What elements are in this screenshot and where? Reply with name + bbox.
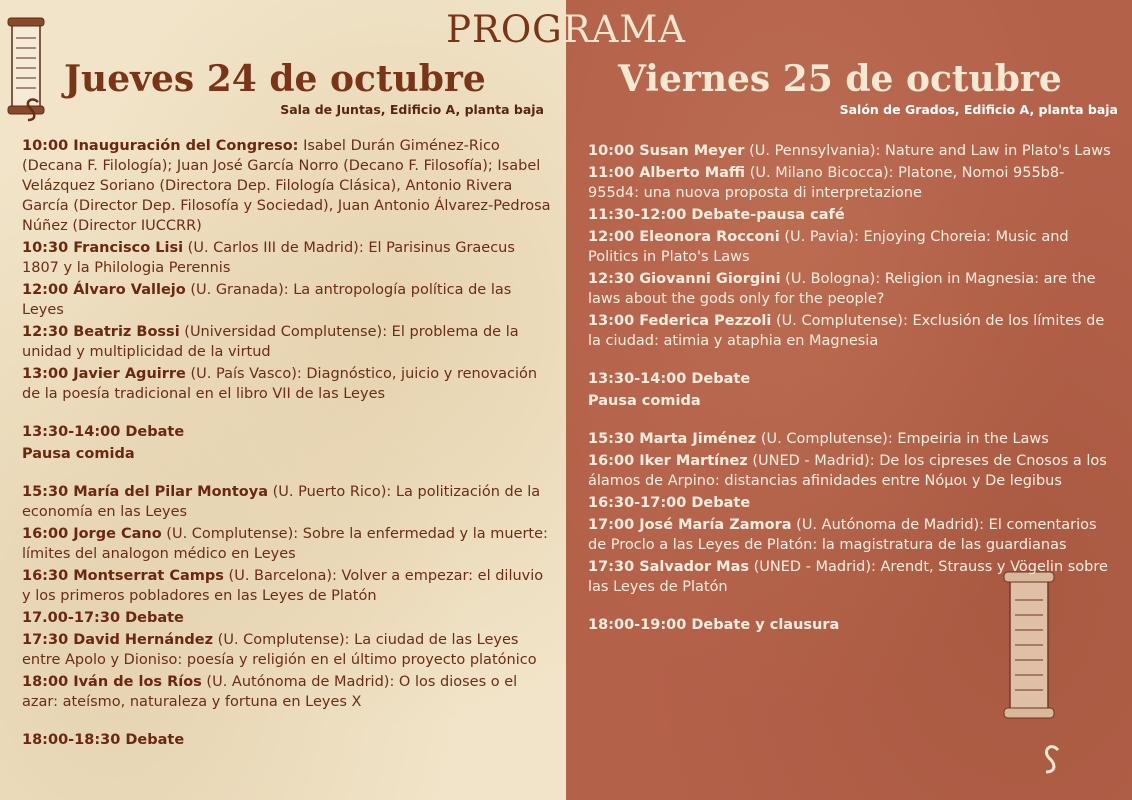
entry-time: 11:00 Alberto Maffi	[588, 165, 746, 181]
venue-friday: Salón de Grados, Edificio A, planta baja	[839, 102, 1118, 117]
venue-thursday: Sala de Juntas, Edificio A, planta baja	[280, 102, 544, 117]
day-heading-friday: Viernes 25 de octubre	[618, 58, 1062, 100]
break-label: Pausa comida	[22, 446, 135, 462]
entry-text: (Universidad Complutense): El problema de la unidad y multiplicidad de la virtud	[22, 324, 519, 360]
closing-label: 18:00-19:00 Debate y clausura	[588, 617, 840, 633]
entry-text: (UNED - Madrid): De los cipreses de Cnosos a los álamos de Arpino: distancias afinidades entre Νόμοι y De legibus	[588, 453, 1107, 489]
list-item	[588, 163, 1114, 203]
entry-text: (U. Autónoma de Madrid): O los dioses o el azar: ateísmo, naturaleza y fortuna en Leyes X	[22, 674, 518, 710]
entry-time: 18:00 Iván de los Ríos	[22, 674, 202, 690]
entry-time: 10:00 Inauguración del Congreso:	[22, 138, 299, 154]
closing-item	[588, 615, 1114, 635]
break-label: 13:30-14:00 Debate	[22, 424, 185, 440]
list-item	[588, 227, 1114, 267]
list-item	[22, 136, 552, 236]
list-item	[588, 141, 1114, 161]
entry-time: 12:00 Álvaro Vallejo	[22, 282, 186, 298]
s-monogram-icon	[1040, 742, 1064, 780]
list-item	[588, 493, 1114, 513]
break-label: Pausa comida	[588, 393, 701, 409]
entry-time: 12:30 Beatriz Bossi	[22, 324, 180, 340]
list-item	[588, 515, 1114, 555]
s-monogram-icon	[22, 96, 44, 126]
entry-time: 15:30 María del Pilar Montoya	[22, 484, 268, 500]
entry-text: (U. Complutense): La ciudad de las Leyes entre Apolo y Dioniso: poesía y religión en el último proyecto platónico	[22, 632, 537, 668]
entry-text: (U. Carlos III de Madrid): El Parisinus Graecus 1807 y la Philologia Perennis	[22, 240, 515, 276]
entry-time: 16:30-17:00 Debate	[588, 495, 751, 511]
entry-text: (U. País Vasco): Diagnóstico, juicio y renovación de la poesía tradicional en el libro VII de las Leyes	[22, 366, 538, 402]
entry-time: 13:00 Javier Aguirre	[22, 366, 186, 382]
closing-item	[22, 730, 552, 750]
break-item	[588, 391, 1114, 411]
break-item	[22, 422, 552, 442]
list-item	[588, 451, 1114, 491]
day-heading-thursday: Jueves 24 de octubre	[64, 58, 486, 100]
break-item	[588, 369, 1114, 389]
page-title	[0, 8, 1132, 51]
entry-text: (U. Barcelona): Volver a empezar: el diluvio y los primeros pobladores en las Leyes de Platón	[22, 568, 544, 604]
entry-time: 16:00 Jorge Cano	[22, 526, 162, 542]
list-item	[22, 524, 552, 564]
entry-time: 15:30 Marta Jiménez	[588, 431, 757, 447]
title-left: PROG	[446, 8, 563, 51]
entry-time: 17.00-17:30 Debate	[22, 610, 184, 626]
list-item	[22, 280, 552, 320]
entry-time: 13:00 Federica Pezzoli	[588, 313, 772, 329]
list-item	[22, 322, 552, 362]
list-item	[22, 672, 552, 712]
entry-text: (U. Complutense): Exclusión de los límites de la ciudad: atimia y ataphia en Magnesia	[588, 313, 1105, 349]
entry-time: 16:00 Iker Martínez	[588, 453, 748, 469]
entry-text: (U. Bologna): Religion in Magnesia: are the laws about the gods only for the people?	[588, 271, 1096, 307]
thursday-program	[22, 136, 552, 752]
entry-text: (U. Puerto Rico): La politización de la economía en las Leyes	[22, 484, 541, 520]
closing-label: 18:00-18:30 Debate	[22, 732, 185, 748]
entry-text: (U. Pennsylvania): Nature and Law in Plato's Laws	[744, 143, 1111, 159]
list-item	[22, 238, 552, 278]
entry-text: (U. Granada): La antropología política de las Leyes	[22, 282, 512, 318]
list-item	[588, 205, 1114, 225]
entry-time: 16:30 Montserrat Camps	[22, 568, 224, 584]
entry-text: (U. Autónoma de Madrid): El comentarios de Proclo a las Leyes de Platón: la magistratura de las guardianas	[588, 517, 1097, 553]
entry-time: 10:00 Susan Meyer	[588, 143, 745, 159]
entry-time: 17:30 Salvador Mas	[588, 559, 750, 575]
entry-text: Isabel Durán Giménez-Rico (Decana F. Filología); Juan José García Norro (Decano F. Filosofía); Isabel Velázquez Soriano (Directora Dep. Filología Clásica), Antonio Rivera García (Director Dep. Filosofía y Sociedad), Juan Antonio Álvarez-Pedrosa Núñez (Director IUCCRR)	[22, 138, 551, 234]
list-item	[22, 566, 552, 606]
list-item	[588, 429, 1114, 449]
entry-time: 17:00 José María Zamora	[588, 517, 792, 533]
entry-text: (UNED - Madrid): Arendt, Strauss y Vögelin sobre las Leyes de Platón	[588, 559, 1108, 595]
friday-program	[588, 141, 1114, 637]
title-right: RAMA	[562, 8, 686, 51]
list-item	[22, 608, 552, 628]
entry-time: 17:30 David Hernández	[22, 632, 214, 648]
list-item	[22, 364, 552, 404]
entry-text: (U. Milano Bicocca): Platone, Nomoi 955b8-955d4: una nuova proposta di interpretazione	[588, 165, 1065, 201]
entry-text: (U. Complutense): Empeiria in the Laws	[756, 431, 1049, 447]
list-item	[22, 630, 552, 670]
entry-text: (U. Pavia): Enjoying Choreia: Music and Politics in Plato's Laws	[588, 229, 1069, 265]
list-item	[588, 557, 1114, 597]
entry-time: 11:30-12:00 Debate-pausa café	[588, 207, 845, 223]
list-item	[588, 269, 1114, 309]
entry-time: 12:30 Giovanni Giorgini	[588, 271, 781, 287]
entry-text: (U. Complutense): Sobre la enfermedad y la muerte: límites del analogon médico en Leyes	[22, 526, 548, 562]
entry-time: 10:30 Francisco Lisi	[22, 240, 184, 256]
break-item	[22, 444, 552, 464]
entry-time: 12:00 Eleonora Rocconi	[588, 229, 780, 245]
list-item	[22, 482, 552, 522]
break-label: 13:30-14:00 Debate	[588, 371, 751, 387]
list-item	[588, 311, 1114, 351]
